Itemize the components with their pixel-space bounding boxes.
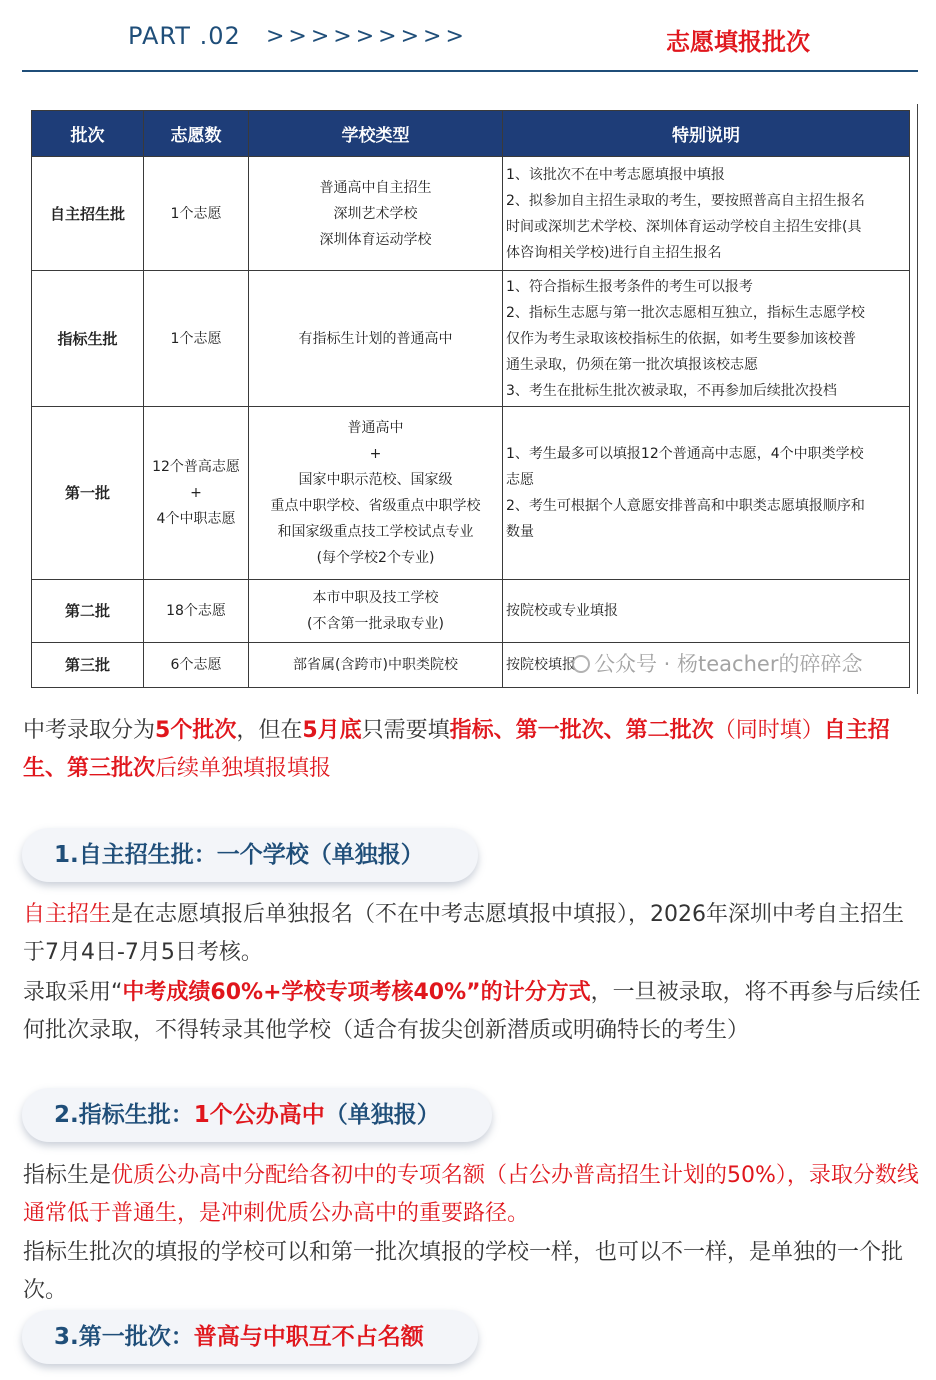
table-edge-line <box>917 104 918 694</box>
section1-highlight: 自主招生 <box>23 902 112 927</box>
section-title: 志愿填报批次 <box>666 28 810 56</box>
notes-cell <box>503 580 910 643</box>
count-line: 1个志愿 <box>170 205 222 222</box>
table-row <box>32 407 910 580</box>
school-cell <box>249 643 503 688</box>
count-line: 4个中职志愿 <box>156 511 236 527</box>
school-line: 部省属(含跨市)中职类院校 <box>293 657 458 673</box>
note-line: 2、指标生志愿与第一批次志愿相互独立，指标生志愿学校 <box>506 304 865 321</box>
school-line: 本市中职及技工学校 <box>312 590 439 606</box>
note-line: 1、符合指标生报考条件的考生可以报考 <box>506 278 753 295</box>
count-line: 1个志愿 <box>170 330 222 347</box>
header-divider <box>22 70 918 72</box>
section2-highlight: 优质公办高中分配给各初中的专项名额（占公办普高招生计划的50%），录取分数线通常低于普通生，是冲刺优质公办高中的重要路径。 <box>23 1163 919 1226</box>
part-label: PART .02 <box>128 22 241 50</box>
section1-title: 1.自主招生批：一个学校（单独报） <box>54 842 424 868</box>
school-line: 深圳体育运动学校 <box>319 231 432 248</box>
notes-cell <box>503 157 910 271</box>
count-cell <box>144 157 249 271</box>
school-line: 国家中职示范校、国家级 <box>298 472 453 488</box>
note-line: 按院校或专业填报 <box>506 603 618 619</box>
section2-title-suffix: （单独报） <box>324 1102 440 1128</box>
school-line: 重点中职学校、省级重点中职学校 <box>270 498 481 514</box>
count-line: + <box>190 485 202 501</box>
col-header-notes: 特别说明 <box>503 111 910 157</box>
table-row <box>32 157 910 271</box>
section2-text: 指标生批次的填报的学校可以和第一批次填报的学校一样，也可以不一样，是单独的一个批次。 <box>23 1240 904 1303</box>
section3-pill <box>22 1310 478 1364</box>
batch-table-container <box>31 110 909 688</box>
batch-table <box>31 110 910 688</box>
school-line: 有指标生计划的普通高中 <box>298 330 453 347</box>
section1-highlight: 中考成绩60%+学校专项考核40%”的计分方式 <box>122 980 591 1005</box>
school-line: + <box>369 446 382 462</box>
section1-paragraph-1 <box>23 896 921 972</box>
count-line: 6个志愿 <box>170 657 222 673</box>
col-header-count: 志愿数 <box>144 111 249 157</box>
col-header-batch: 批次 <box>32 111 144 157</box>
section2-title-highlight: 1个公办高中 <box>193 1102 325 1128</box>
school-cell <box>249 580 503 643</box>
school-line: (每个学校2个专业) <box>316 550 435 566</box>
section1-text: 录取采用“ <box>23 980 123 1005</box>
section2-pill <box>22 1088 492 1142</box>
intro-note: 后续单独填报填报 <box>155 756 332 781</box>
section2-paragraph-1 <box>23 1157 921 1233</box>
notes-cell <box>503 407 910 580</box>
table-row <box>32 271 910 407</box>
section3-title-prefix: 3.第一批次： <box>54 1324 194 1350</box>
school-line: 普通高中自主招生 <box>319 179 432 196</box>
count-line: 12个普高志愿 <box>152 459 240 475</box>
school-line: (不含第一批录取专业) <box>307 616 444 632</box>
col-header-school-type: 学校类型 <box>249 111 503 157</box>
intro-paragraph <box>23 712 921 788</box>
batch-cell: 第一批 <box>32 407 144 580</box>
note-line: 数量 <box>506 524 534 540</box>
count-cell <box>144 271 249 407</box>
batch-cell: 第三批 <box>32 643 144 688</box>
school-line: 深圳艺术学校 <box>333 205 418 222</box>
school-cell <box>249 157 503 271</box>
note-line: 志愿 <box>506 472 534 488</box>
note-line: 仅作为考生录取该校指标生的依据，如考生要参加该校普 <box>506 330 856 347</box>
intro-text: 中考录取分为 <box>23 718 156 743</box>
note-line: 2、拟参加自主招生录取的考生，要按照普高自主招生报名 <box>506 192 865 209</box>
count-cell <box>144 643 249 688</box>
count-cell <box>144 580 249 643</box>
intro-note: （同时填） <box>713 718 824 743</box>
count-cell <box>144 407 249 580</box>
intro-highlight: 自主招生、第三批次 <box>23 718 890 781</box>
school-line: 普通高中 <box>347 420 404 436</box>
wechat-account-icon <box>572 655 590 673</box>
section1-text: ，一旦被录取，将不再参与后续任何批次录取，不得转录其他学校（适合有拔尖创新潜质或明确特长的考生） <box>23 980 921 1043</box>
notes-cell <box>503 271 910 407</box>
section2-title-prefix: 2.指标生批： <box>54 1102 194 1128</box>
intro-highlight: 5月底 <box>302 718 362 743</box>
watermark <box>572 648 862 678</box>
intro-text: 只需要填 <box>361 718 450 743</box>
intro-highlight: 指标、第一批次、第二批次 <box>449 718 714 743</box>
count-line: 18个志愿 <box>166 603 226 619</box>
note-line: 通生录取，仍须在第一批次填报该校志愿 <box>506 356 758 373</box>
arrow-decoration: >>>>>>>>> <box>266 24 468 49</box>
section1-paragraph-2 <box>23 974 921 1050</box>
batch-cell: 第二批 <box>32 580 144 643</box>
note-line: 2、考生可根据个人意愿安排普高和中职类志愿填报顺序和 <box>506 498 865 514</box>
school-cell <box>249 271 503 407</box>
school-line: 和国家级重点技工学校试点专业 <box>277 524 474 540</box>
note-line: 1、考生最多可以填报12个普通高中志愿，4个中职类学校 <box>506 446 864 462</box>
note-line: 时间或深圳艺术学校、深圳体育运动学校自主招生安排(具 <box>506 218 862 235</box>
table-header-row <box>32 111 910 157</box>
school-cell <box>249 407 503 580</box>
note-line: 3、考生在批标生批次被录取，不再参加后续批次投档 <box>506 382 837 399</box>
section2-text: 指标生是 <box>23 1163 112 1188</box>
intro-highlight: 5个批次 <box>155 718 237 743</box>
section3-title-highlight: 普高与中职互不占名额 <box>193 1324 424 1350</box>
watermark-text: 公众号 · 杨teacher的碎碎念 <box>594 652 863 676</box>
note-line: 1、该批次不在中考志愿填报中填报 <box>506 166 725 183</box>
section1-text: 是在志愿填报后单独报名（不在中考志愿填报中填报），2026年深圳中考自主招生于7月4日-7月5日考核。 <box>23 902 905 965</box>
table-row <box>32 580 910 643</box>
section-header <box>0 0 936 74</box>
section1-pill <box>22 828 478 882</box>
section2-paragraph-2 <box>23 1234 921 1310</box>
batch-cell: 指标生批 <box>32 271 144 407</box>
note-line: 按院校填报 <box>506 657 576 673</box>
intro-text: ，但在 <box>236 718 303 743</box>
note-line: 体咨询相关学校)进行自主招生报名 <box>506 244 722 261</box>
batch-cell: 自主招生批 <box>32 157 144 271</box>
